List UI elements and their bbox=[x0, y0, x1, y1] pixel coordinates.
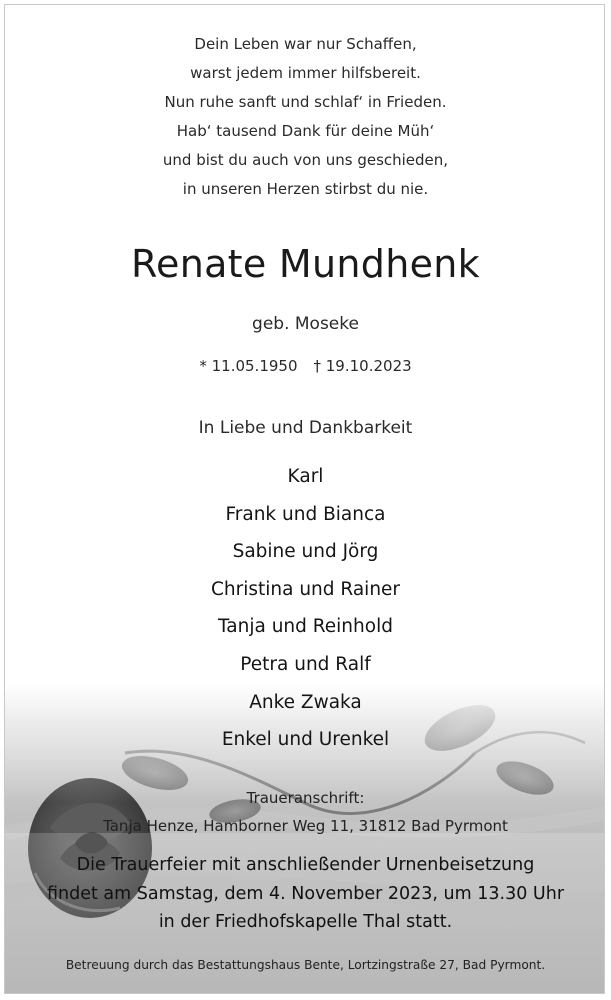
address-line: Tanja Henze, Hamborner Weg 11, 31812 Bad Pyrmont bbox=[103, 817, 508, 835]
poem-line: Dein Leben war nur Schaffen, bbox=[194, 35, 417, 53]
mourner: Petra und Ralf bbox=[240, 653, 371, 675]
service-line: Die Trauerfeier mit anschließender Urnenbeisetzung bbox=[76, 855, 535, 875]
address-label: Traueranschrift: bbox=[246, 789, 365, 807]
service-line: findet am Samstag, dem 4. November 2023, um 13.30 Uhr bbox=[46, 883, 565, 904]
poem-line: in unseren Herzen stirbst du nie. bbox=[182, 180, 429, 198]
service-line: in der Friedhofskapelle Thal statt. bbox=[158, 912, 453, 932]
mourner: Karl bbox=[287, 466, 324, 487]
mourners-intro: In Liebe und Dankbarkeit bbox=[198, 418, 413, 438]
mourner: Anke Zwaka bbox=[249, 691, 362, 713]
poem-line: warst jedem immer hilfsbereit. bbox=[190, 64, 421, 82]
mourner: Tanja und Reinhold bbox=[218, 616, 393, 638]
mourner: Sabine und Jörg bbox=[232, 541, 379, 563]
poem bbox=[0, 30, 611, 204]
undertaker-note: Betreuung durch das Bestattungshaus Bente, Lortzingstraße 27, Bad Pyrmont. bbox=[65, 958, 546, 972]
life-dates bbox=[0, 353, 611, 379]
poem-line: Hab‘ tausend Dank für deine Müh‘ bbox=[176, 122, 435, 140]
poem-line: Nun ruhe sanft und schlaf‘ in Frieden. bbox=[164, 93, 447, 111]
birth-date: * 11.05.1950 bbox=[199, 357, 298, 375]
mourner: Frank und Bianca bbox=[225, 503, 386, 525]
deceased-name: Renate Mundhenk bbox=[131, 242, 480, 286]
death-date: † 19.10.2023 bbox=[313, 357, 412, 375]
mourner: Christina und Rainer bbox=[210, 578, 401, 600]
maiden-name: geb. Moseke bbox=[252, 314, 359, 334]
mourner: Enkel und Urenkel bbox=[221, 729, 390, 751]
mourners-list bbox=[0, 458, 611, 759]
mourning-address bbox=[0, 784, 611, 840]
funeral-service bbox=[0, 851, 611, 937]
poem-line: und bist du auch von uns geschieden, bbox=[162, 151, 449, 169]
